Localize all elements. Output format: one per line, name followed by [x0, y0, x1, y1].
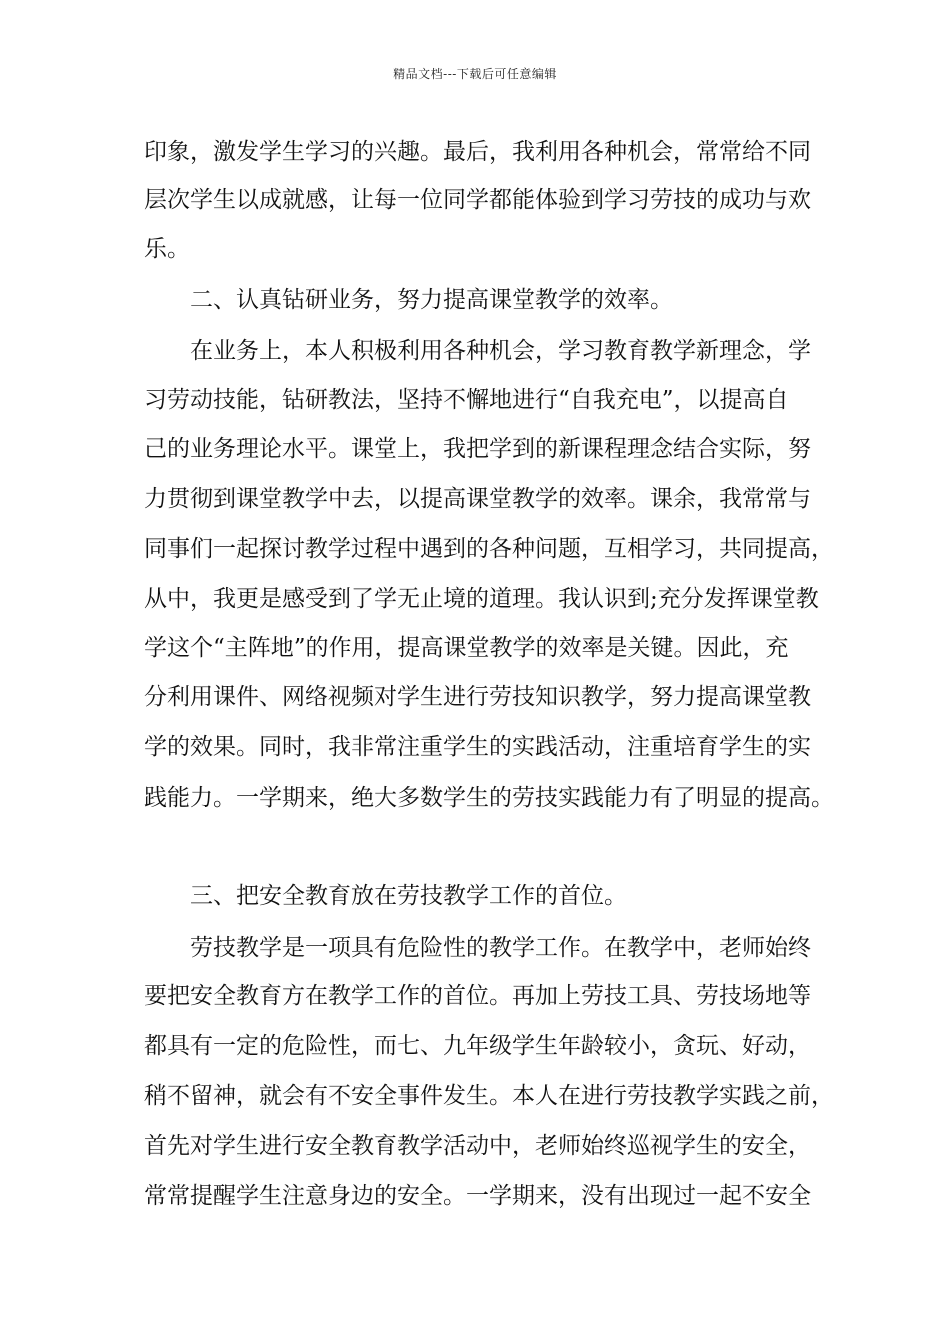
text-line: 常常提醒学生注意身边的安全。一学期来，没有出现过一起不安全 — [144, 1183, 811, 1209]
text-line: 分利用课件、网络视频对学生进行劳技知识教学，努力提高课堂教 — [144, 684, 811, 710]
text-line: 在业务上，本人积极利用各种机会，学习教育教学新理念，学 — [190, 338, 811, 364]
text-line: 习劳动技能，钻研教法，坚持不懈地进行“自我充电”，以提高自 — [144, 387, 789, 413]
section-heading: 三、把安全教育放在劳技教学工作的首位。 — [190, 883, 627, 909]
text-line: 印象，激发学生学习的兴趣。最后，我利用各种机会，常常给不同 — [144, 139, 811, 165]
text-line: 层次学生以成就感，让每一位同学都能体验到学习劳技的成功与欢 — [144, 187, 811, 213]
text-line: 践能力。一学期来，绝大多数学生的劳技实践能力有了明显的提高。 — [144, 785, 834, 811]
text-line: 乐。 — [144, 236, 190, 262]
text-line: 学这个“主阵地”的作用，提高课堂教学的效率是关键。因此，充 — [144, 635, 789, 661]
text-line: 学的效果。同时，我非常注重学生的实践活动，注重培育学生的实 — [144, 734, 811, 760]
section-heading: 二、认真钻研业务，努力提高课堂教学的效率。 — [190, 287, 673, 313]
text-line: 稍不留神，就会有不安全事件发生。本人在进行劳技教学实践之前， — [144, 1083, 834, 1109]
text-line: 从中，我更是感受到了学无止境的道理。我认识到;充分发挥课堂教 — [144, 586, 819, 612]
text-line: 力贯彻到课堂教学中去，以提高课堂教学的效率。课余，我常常与 — [144, 486, 811, 512]
text-line: 劳技教学是一项具有危险性的教学工作。在教学中，老师始终 — [190, 935, 811, 961]
text-line: 要把安全教育方在教学工作的首位。再加上劳技工具、劳技场地等 — [144, 983, 811, 1009]
text-line: 同事们一起探讨教学过程中遇到的各种问题，互相学习，共同提高， — [144, 536, 834, 562]
text-line: 首先对学生进行安全教育教学活动中，老师始终巡视学生的安全， — [144, 1133, 811, 1159]
page-header: 精品文档---下载后可任意编辑 — [393, 67, 557, 81]
text-line: 都具有一定的危险性，而七、九年级学生年龄较小，贪玩、好动， — [144, 1033, 811, 1059]
text-line: 己的业务理论水平。课堂上，我把学到的新课程理念结合实际，努 — [144, 436, 811, 462]
